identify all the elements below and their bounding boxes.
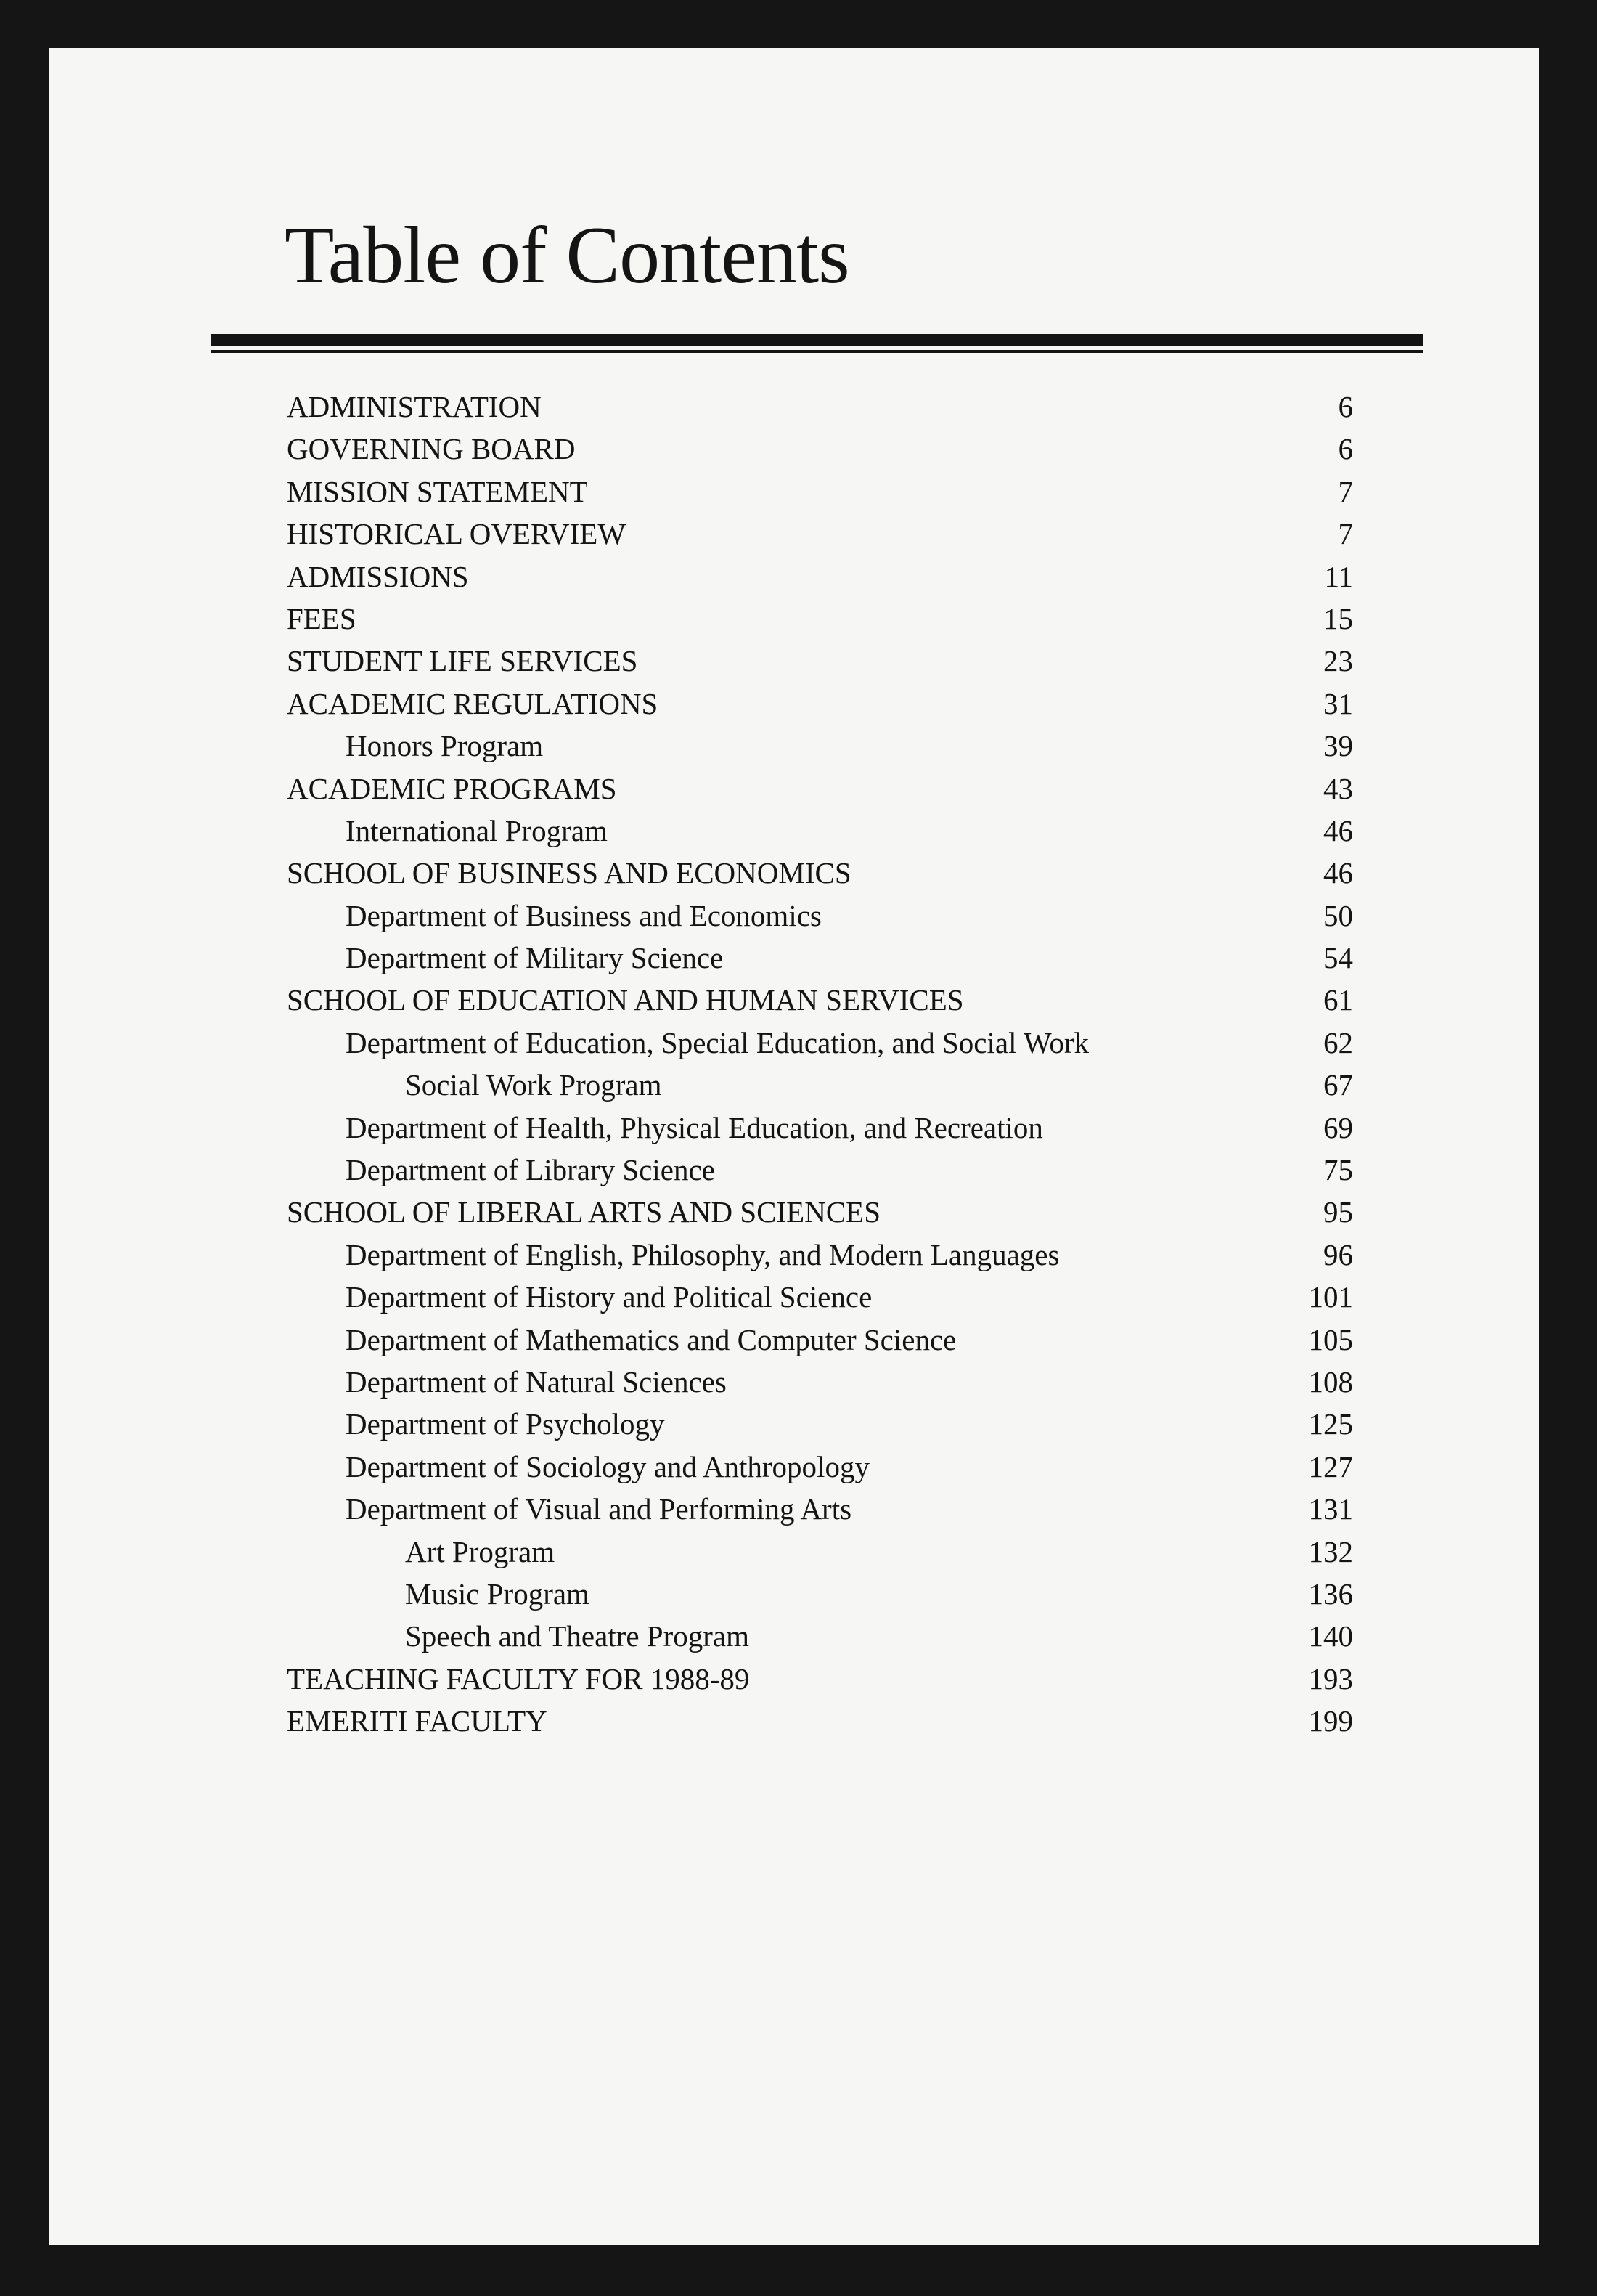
toc-page-number: 61 [1323, 983, 1353, 1017]
toc-entry-label: Department of English, Philosophy, and Modern Languages [346, 1237, 1060, 1271]
toc-page-number: 67 [1323, 1068, 1353, 1102]
toc-entry [49, 852, 1539, 894]
toc-page-number: 193 [1308, 1661, 1353, 1695]
toc-entry-label: Speech and Theatre Program [405, 1619, 749, 1653]
toc-page-number: 15 [1323, 601, 1353, 635]
toc-entry [49, 1276, 1539, 1318]
toc-entry-label: Department of Sociology and Anthropology [346, 1449, 870, 1483]
toc-entry-label: SCHOOL OF LIBERAL ARTS AND SCIENCES [287, 1195, 881, 1229]
toc-page-number: 23 [1323, 644, 1353, 678]
toc-entry [49, 640, 1539, 682]
toc-entry [49, 386, 1539, 428]
toc-entry [49, 1107, 1539, 1149]
toc-entry [49, 428, 1539, 470]
toc-entry [49, 1149, 1539, 1191]
toc-page-number: 69 [1323, 1110, 1353, 1144]
toc-page-number: 50 [1323, 898, 1353, 932]
toc-entry-label: TEACHING FACULTY FOR 1988-89 [287, 1661, 750, 1695]
toc-page-number: 96 [1323, 1237, 1353, 1271]
toc-entry-label: ACADEMIC REGULATIONS [287, 686, 658, 720]
toc-page-number: 62 [1323, 1025, 1353, 1059]
toc-entry-label: Department of History and Political Science [346, 1280, 873, 1314]
toc-entry-label: International Program [346, 813, 608, 847]
toc-entry [49, 1658, 1539, 1700]
toc-entry-label: Department of Natural Sciences [346, 1364, 727, 1399]
toc-page-number: 125 [1308, 1407, 1353, 1441]
toc-entry-label: SCHOOL OF BUSINESS AND ECONOMICS [287, 856, 851, 890]
toc-page-number: 140 [1308, 1619, 1353, 1653]
toc-entry-label: Department of Education, Special Education, and Social Work [346, 1025, 1090, 1059]
toc-entry-label: Art Program [405, 1534, 555, 1568]
toc-entry-label: Social Work Program [405, 1068, 662, 1102]
toc-page-number: 136 [1308, 1576, 1353, 1611]
toc-entry-label: Department of Business and Economics [346, 898, 822, 932]
toc-entry [49, 979, 1539, 1021]
toc-entry-label: ADMINISTRATION [287, 390, 542, 423]
toc-entry [49, 725, 1539, 767]
toc-entry [49, 768, 1539, 810]
toc-page-number: 7 [1338, 474, 1353, 508]
toc-page-number: 54 [1323, 941, 1353, 975]
toc-page-number: 132 [1308, 1534, 1353, 1568]
document-page [49, 48, 1539, 2245]
toc-entry [49, 810, 1539, 852]
toc-entry-label: Department of Health, Physical Education, and Recreation [346, 1110, 1043, 1144]
toc-entry [49, 895, 1539, 937]
toc-entry-label: Department of Mathematics and Computer Science [346, 1322, 957, 1356]
toc-page-number: 6 [1338, 432, 1353, 466]
toc-entry [49, 598, 1539, 640]
toc-page-number: 7 [1338, 517, 1353, 551]
toc-entry-label: Department of Psychology [346, 1407, 665, 1441]
toc-page-number: 199 [1308, 1704, 1353, 1738]
toc-entry [49, 1361, 1539, 1403]
toc-entry [49, 1615, 1539, 1657]
toc-entry [49, 1531, 1539, 1573]
toc-page-number: 75 [1323, 1153, 1353, 1187]
toc-entry [49, 1234, 1539, 1276]
toc-entry [49, 1064, 1539, 1106]
toc-entry [49, 1191, 1539, 1233]
toc-page-number: 11 [1324, 559, 1353, 593]
toc-entry [49, 513, 1539, 555]
title-rule-thin [211, 350, 1423, 353]
toc-entry-label: HISTORICAL OVERVIEW [287, 517, 626, 551]
toc-list [49, 386, 1539, 1743]
toc-page-number: 6 [1338, 390, 1353, 423]
toc-page-number: 46 [1323, 856, 1353, 890]
toc-entry [49, 1700, 1539, 1742]
toc-entry-label: GOVERNING BOARD [287, 432, 576, 466]
toc-page-number: 39 [1323, 729, 1353, 763]
toc-entry-label: Department of Library Science [346, 1153, 715, 1187]
toc-entry-label: MISSION STATEMENT [287, 474, 588, 508]
toc-entry [49, 937, 1539, 979]
toc-entry [49, 1573, 1539, 1615]
toc-entry-label: Department of Military Science [346, 941, 724, 975]
toc-entry-label: ACADEMIC PROGRAMS [287, 771, 617, 805]
toc-entry-label: EMERITI FACULTY [287, 1704, 547, 1738]
toc-page-number: 95 [1323, 1195, 1353, 1229]
toc-entry [49, 683, 1539, 725]
toc-entry-label: FEES [287, 601, 356, 635]
toc-entry-label: Department of Visual and Performing Arts [346, 1492, 852, 1526]
toc-entry-label: Honors Program [346, 729, 544, 763]
toc-entry-label: STUDENT LIFE SERVICES [287, 644, 638, 678]
toc-entry [49, 1022, 1539, 1064]
toc-entry [49, 1446, 1539, 1488]
toc-entry [49, 1319, 1539, 1361]
toc-entry-label: SCHOOL OF EDUCATION AND HUMAN SERVICES [287, 983, 964, 1017]
toc-entry [49, 555, 1539, 598]
toc-page-number: 127 [1308, 1449, 1353, 1483]
toc-entry [49, 1403, 1539, 1445]
toc-page-number: 46 [1323, 813, 1353, 847]
toc-entry [49, 1488, 1539, 1530]
toc-entry-label: Music Program [405, 1576, 589, 1611]
page-title: Table of Contents [285, 211, 849, 301]
toc-page-number: 43 [1323, 771, 1353, 805]
toc-page-number: 101 [1308, 1280, 1353, 1314]
toc-page-number: 105 [1308, 1322, 1353, 1356]
toc-page-number: 131 [1308, 1492, 1353, 1526]
toc-page-number: 108 [1308, 1364, 1353, 1399]
toc-entry [49, 471, 1539, 513]
title-rule-thick [211, 334, 1423, 346]
toc-entry-label: ADMISSIONS [287, 559, 469, 593]
toc-page-number: 31 [1323, 686, 1353, 720]
